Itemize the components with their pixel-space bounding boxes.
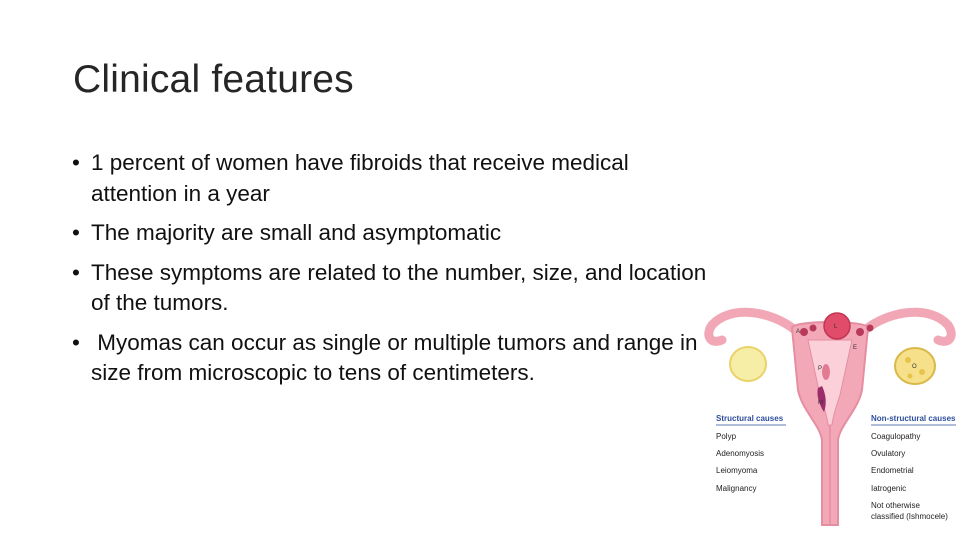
structural-item: Malignancy — [716, 484, 757, 493]
uterus-illustration — [700, 300, 960, 535]
non-structural-item: Ovulatory — [871, 449, 906, 458]
adenomyosis-spot — [867, 325, 874, 332]
left-ovary — [730, 347, 766, 381]
bullet-dot-icon: • — [72, 259, 80, 285]
marker-m: M — [818, 400, 823, 406]
bullet-item — [72, 148, 712, 209]
adenomyosis-spot — [856, 328, 864, 336]
left-fallopian-tube — [709, 312, 795, 341]
adenomyosis-spot — [800, 328, 808, 336]
bullet-list — [72, 148, 712, 398]
slide-title: Clinical features — [73, 58, 354, 101]
non-structural-item: Endometrial — [871, 466, 914, 475]
bullet-text: The majority are small and asymptomatic — [91, 220, 502, 245]
non-structural-item: Iatrogenic — [871, 484, 907, 493]
structural-heading: Structural causes — [716, 414, 784, 423]
structural-item: Adenomyosis — [716, 449, 765, 458]
structural-item: Polyp — [716, 432, 737, 441]
bullet-item — [72, 328, 712, 389]
bullet-text: Myomas can occur as single or multiple tumors and range in size from microscopic to tens of centimeters. — [91, 329, 704, 385]
marker-a: A — [796, 329, 801, 335]
non-structural-item: classified (Ishmocele) — [871, 512, 948, 521]
marker-l: L — [834, 324, 838, 330]
marker-p: P — [818, 366, 823, 372]
non-structural-item: Not otherwise — [871, 501, 920, 510]
uterus-diagram — [700, 300, 960, 535]
ovary-follicle — [919, 369, 925, 375]
adenomyosis-spot — [810, 325, 817, 332]
bullet-dot-icon: • — [72, 329, 80, 355]
ovary-follicle — [905, 357, 911, 363]
bullet-item — [72, 218, 712, 249]
bullet-text: These symptoms are related to the number, size, and location of the tumors. — [91, 259, 707, 315]
polyp-mass — [822, 364, 830, 380]
non-structural-heading: Non-structural causes — [871, 414, 956, 423]
non-structural-item: Coagulopathy — [871, 432, 921, 441]
bullet-text: 1 percent of women have fibroids that receive medical attention in a year — [91, 150, 629, 206]
right-fallopian-tube — [865, 312, 951, 341]
bullet-item — [72, 258, 712, 319]
ovary-follicle — [908, 374, 913, 379]
structural-item: Leiomyoma — [716, 466, 758, 475]
bullet-dot-icon: • — [72, 220, 80, 245]
marker-e: E — [853, 345, 858, 351]
marker-o: O — [912, 364, 917, 370]
bullet-dot-icon: • — [72, 150, 80, 175]
